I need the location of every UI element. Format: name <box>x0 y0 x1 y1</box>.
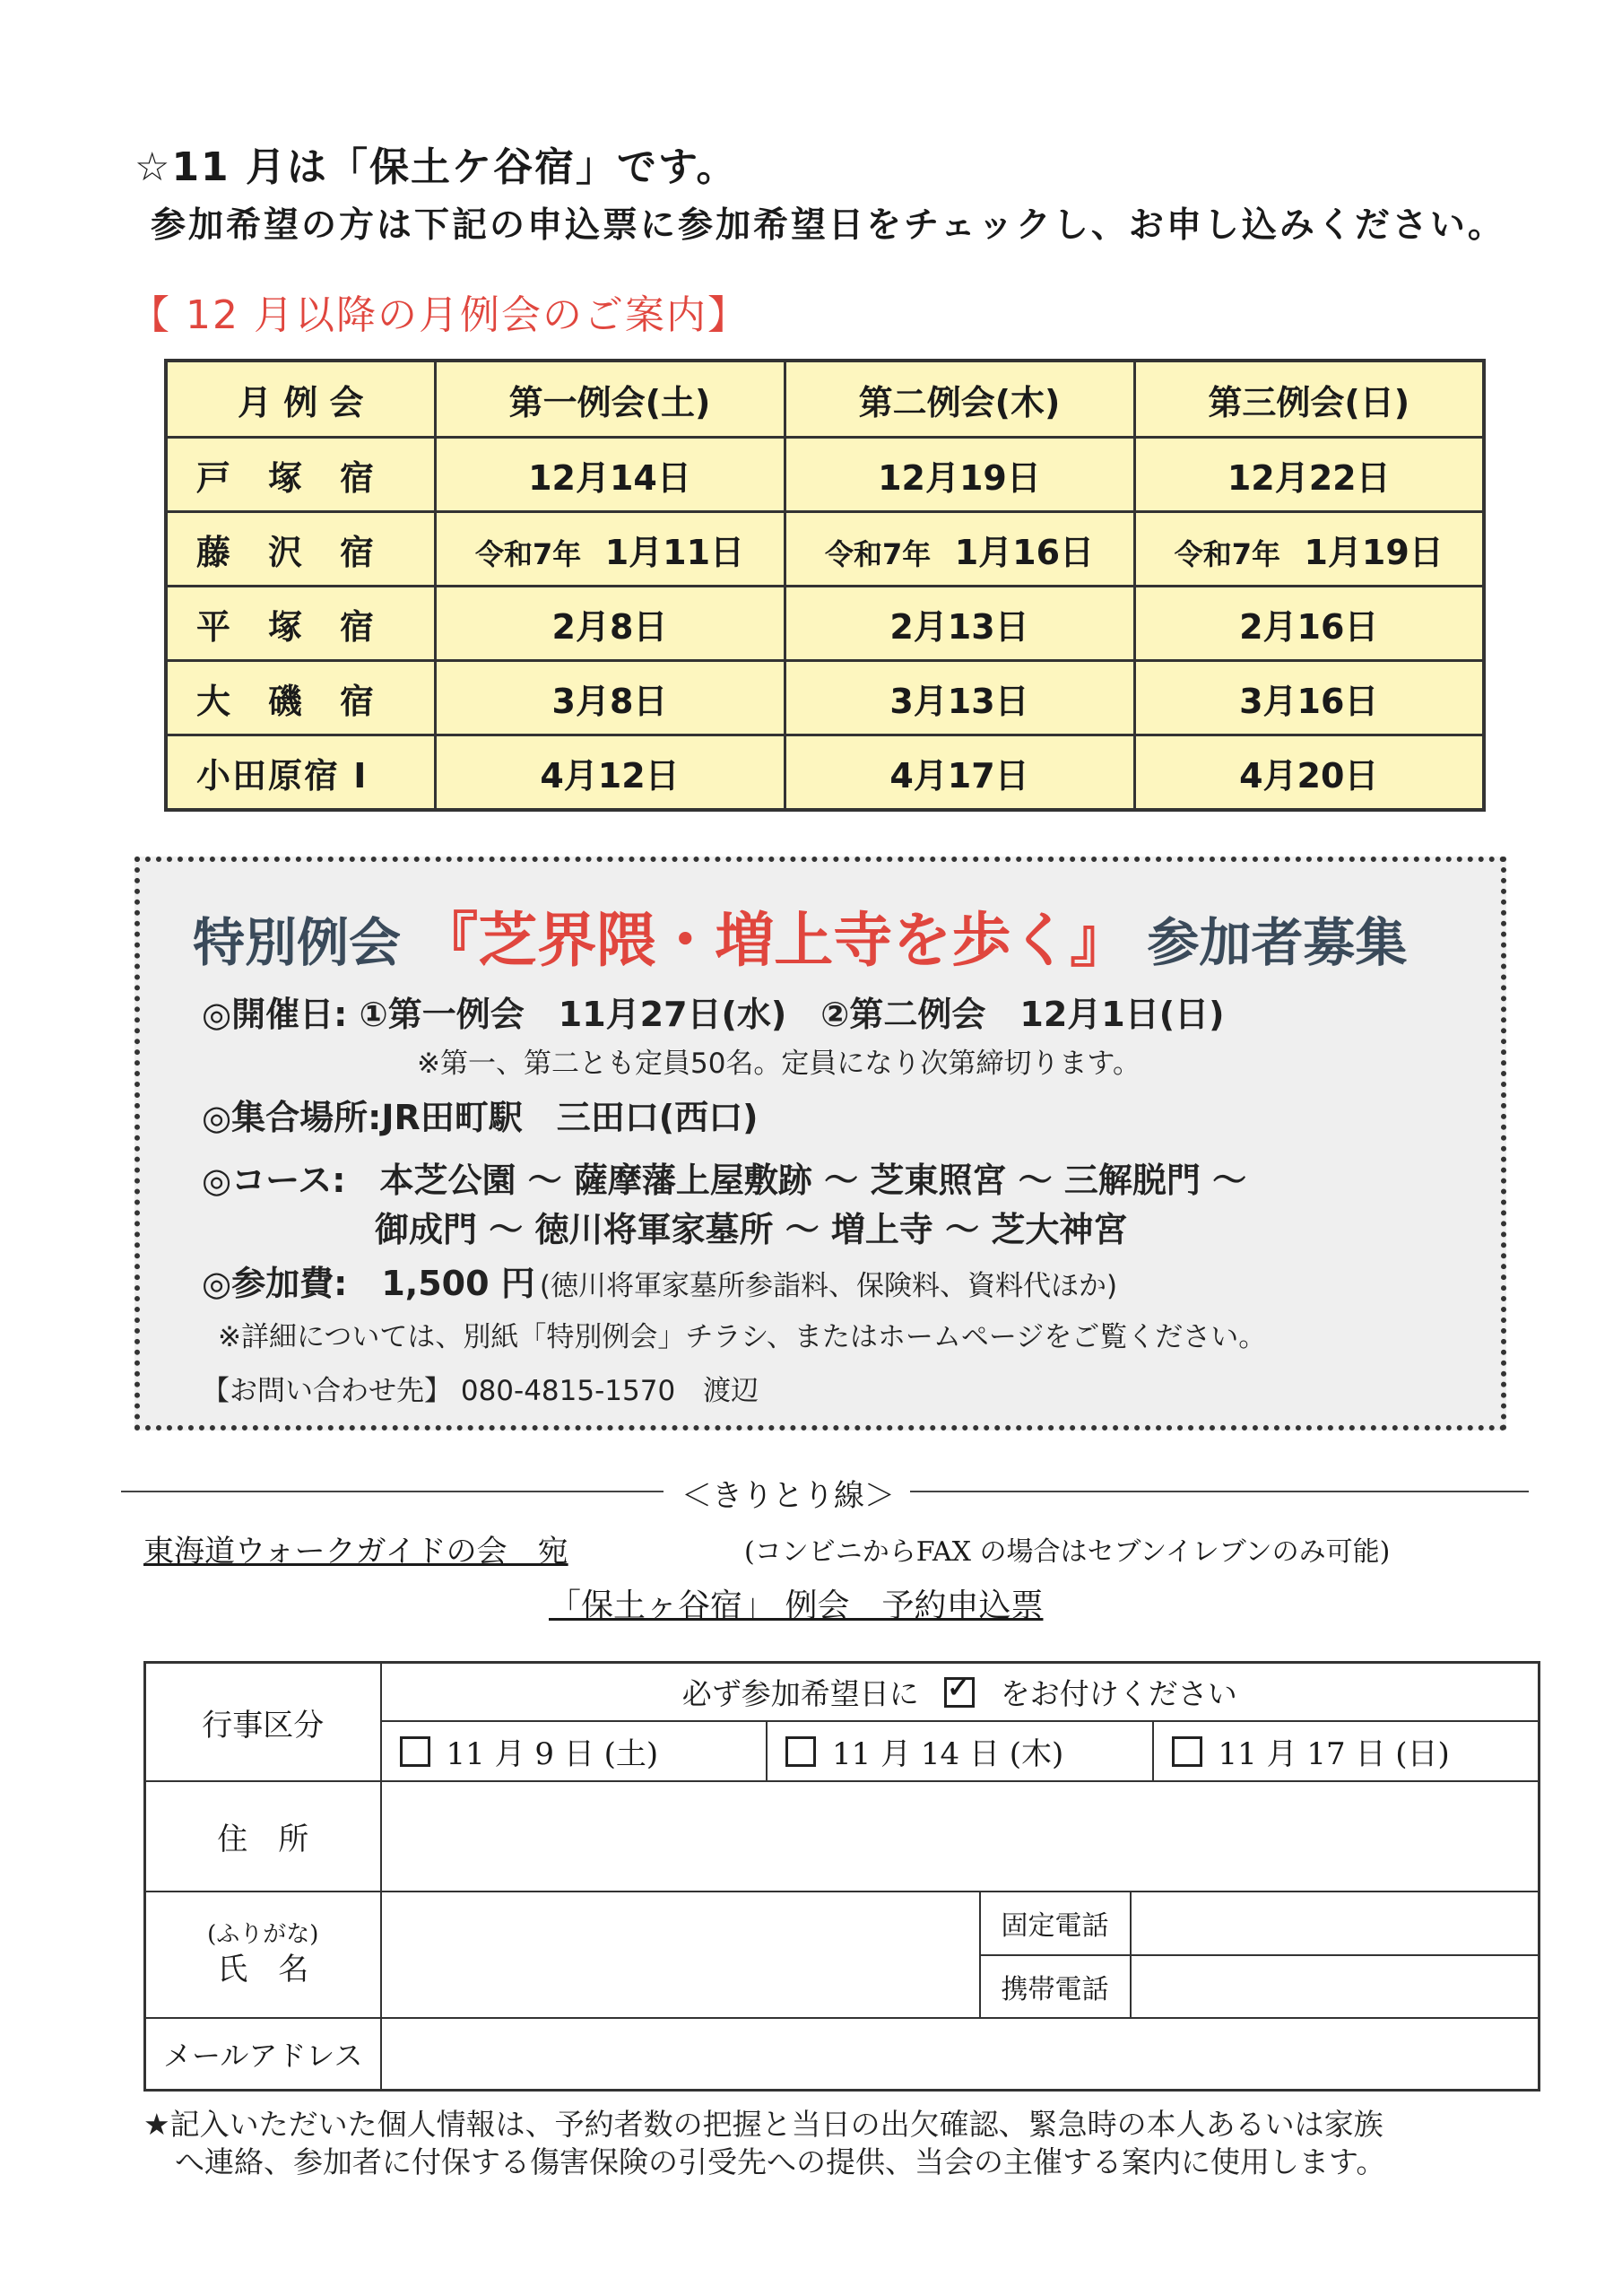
date-cell: 2月8日 <box>435 587 785 661</box>
option-label: 11 月 17 日 (日) <box>1218 1736 1450 1773</box>
check-instruction-b: をお付けください <box>1000 1675 1237 1711</box>
schedule-row <box>166 587 1484 661</box>
special-title-main: 『芝界隈・増上寺を歩く』 <box>419 906 1130 975</box>
header-third: 第三例会(日) <box>1134 361 1484 438</box>
date-cell: 3月16日 <box>1134 661 1484 735</box>
station-name: 藤 沢 宿 <box>166 512 435 587</box>
special-title-suffix: 参加者募集 <box>1147 912 1408 973</box>
intro-title: ☆11 月は「保土ケ谷宿」です。 <box>134 144 738 190</box>
station-name: 平 塚 宿 <box>166 587 435 661</box>
station-name: 大 磯 宿 <box>166 661 435 735</box>
course-line-1: ◎コース: 本芝公園 ～ 薩摩藩上屋敷跡 ～ 芝東照宮 ～ 三解脱門 ～ <box>202 1161 1247 1200</box>
station-name: 小田原宿 I <box>166 735 435 811</box>
address-field[interactable] <box>381 1781 1540 1892</box>
form-row-address <box>145 1781 1540 1892</box>
schedule-row <box>166 661 1484 735</box>
cut-line-label: ＜きりとり線＞ <box>681 1478 895 1514</box>
course-line-2: 御成門 ～ 徳川将軍家墓所 ～ 増上寺 ～ 芝大神宮 <box>375 1210 1128 1249</box>
address-label: 住 所 <box>145 1781 381 1892</box>
furigana-label: (ふりがな) <box>207 1920 319 1948</box>
intro-instruction: 参加希望の方は下記の申込票に参加希望日をチェックし、お申し込みください。 <box>151 205 1505 246</box>
form-title: 「保土ヶ谷宿」 例会 予約申込票 <box>549 1587 1044 1624</box>
checked-box-icon <box>944 1677 975 1708</box>
date-cell: 4月20日 <box>1134 735 1484 811</box>
capacity-note: ※第一、第二とも定員50名。定員になり次第締切ります。 <box>417 1048 1141 1080</box>
fee-line <box>202 1256 1117 1305</box>
header-second: 第二例会(木) <box>785 361 1134 438</box>
check-instruction <box>381 1663 1540 1721</box>
option-label: 11 月 9 日 (土) <box>446 1736 659 1773</box>
era-prefix: 令和7年 <box>824 536 932 571</box>
date-cell: 4月17日 <box>785 735 1134 811</box>
date-cell <box>1134 512 1484 587</box>
check-instruction-a: 必ず参加希望日に <box>681 1675 919 1711</box>
schedule-row <box>166 512 1484 587</box>
privacy-note-line-1: ★記入いただいた個人情報は、予約者数の把握と当日の出欠確認、緊急時の本人あるいは家族 <box>143 2107 1383 2142</box>
reservation-form <box>143 1661 1540 2092</box>
checkbox[interactable] <box>400 1736 430 1767</box>
fee-label: ◎参加費: 1,500 円 <box>202 1264 535 1303</box>
date-cell: 12月22日 <box>1134 438 1484 512</box>
date-value: 1月16日 <box>954 532 1095 572</box>
schedule-table <box>164 359 1486 812</box>
event-options-cell <box>381 1721 1540 1781</box>
date-value: 1月19日 <box>1304 532 1444 572</box>
option-nov-14[interactable] <box>768 1722 1154 1780</box>
form-row-name-landline <box>145 1892 1540 1954</box>
date-cell: 4月12日 <box>435 735 785 811</box>
header-meeting: 月 例 会 <box>166 361 435 438</box>
date-cell: 3月13日 <box>785 661 1134 735</box>
schedule-row <box>166 438 1484 512</box>
station-name: 戸 塚 宿 <box>166 438 435 512</box>
date-cell: 3月8日 <box>435 661 785 735</box>
special-event-title <box>193 892 1407 978</box>
event-category-label: 行事区分 <box>145 1663 381 1782</box>
fee-note: (徳川将軍家墓所参詣料、保険料、資料代ほか) <box>539 1270 1118 1302</box>
option-nov-9[interactable] <box>382 1722 768 1780</box>
option-nov-17[interactable] <box>1154 1722 1539 1780</box>
cut-line-right <box>910 1491 1529 1492</box>
date-cell: 12月19日 <box>785 438 1134 512</box>
name-label-cell <box>145 1892 381 2018</box>
contact-info: 【お問い合わせ先】 080-4815-1570 渡辺 <box>202 1375 759 1407</box>
name-field[interactable] <box>381 1892 980 2018</box>
form-row-event-instruction <box>145 1663 1540 1721</box>
landline-field[interactable] <box>1131 1892 1540 1954</box>
header-first: 第一例会(土) <box>435 361 785 438</box>
option-label: 11 月 14 日 (木) <box>832 1736 1064 1773</box>
date-value: 1月11日 <box>604 532 745 572</box>
email-label: メールアドレス <box>145 2018 381 2091</box>
form-recipient: 東海道ウォークガイドの会 宛 <box>143 1534 568 1570</box>
checkbox[interactable] <box>1172 1736 1202 1767</box>
privacy-note-line-2: へ連絡、参加者に付保する傷害保険の引受先への提供、当会の主催する案内に使用します。 <box>175 2144 1386 2179</box>
email-field[interactable] <box>381 2018 1540 2091</box>
era-prefix: 令和7年 <box>474 536 582 571</box>
mobile-field[interactable] <box>1131 1955 1540 2018</box>
fax-note: (コンビニからFAX の場合はセブンイレブンのみ可能) <box>744 1536 1391 1568</box>
event-dates: ◎開催日: ①第一例会 11月27日(水) ②第二例会 12月1日(日) <box>202 995 1225 1034</box>
mobile-label: 携帯電話 <box>980 1955 1131 2018</box>
date-cell: 2月16日 <box>1134 587 1484 661</box>
date-cell <box>435 512 785 587</box>
details-note: ※詳細については、別紙「特別例会」チラシ、またはホームページをご覧ください。 <box>218 1321 1267 1353</box>
schedule-header-row <box>166 361 1484 438</box>
special-title-prefix: 特別例会 <box>193 912 402 973</box>
schedule-heading: 【 12 月以降の月例会のご案内】 <box>130 292 749 338</box>
landline-label: 固定電話 <box>980 1892 1131 1954</box>
date-cell: 12月14日 <box>435 438 785 512</box>
date-cell: 2月13日 <box>785 587 1134 661</box>
name-label: 氏 名 <box>217 1952 309 1988</box>
checkbox[interactable] <box>785 1736 816 1767</box>
cut-line-left <box>121 1491 664 1492</box>
era-prefix: 令和7年 <box>1174 536 1280 571</box>
form-row-email <box>145 2018 1540 2091</box>
meeting-place: ◎集合場所:JR田町駅 三田口(西口) <box>202 1098 759 1137</box>
date-cell <box>785 512 1134 587</box>
schedule-row <box>166 735 1484 811</box>
